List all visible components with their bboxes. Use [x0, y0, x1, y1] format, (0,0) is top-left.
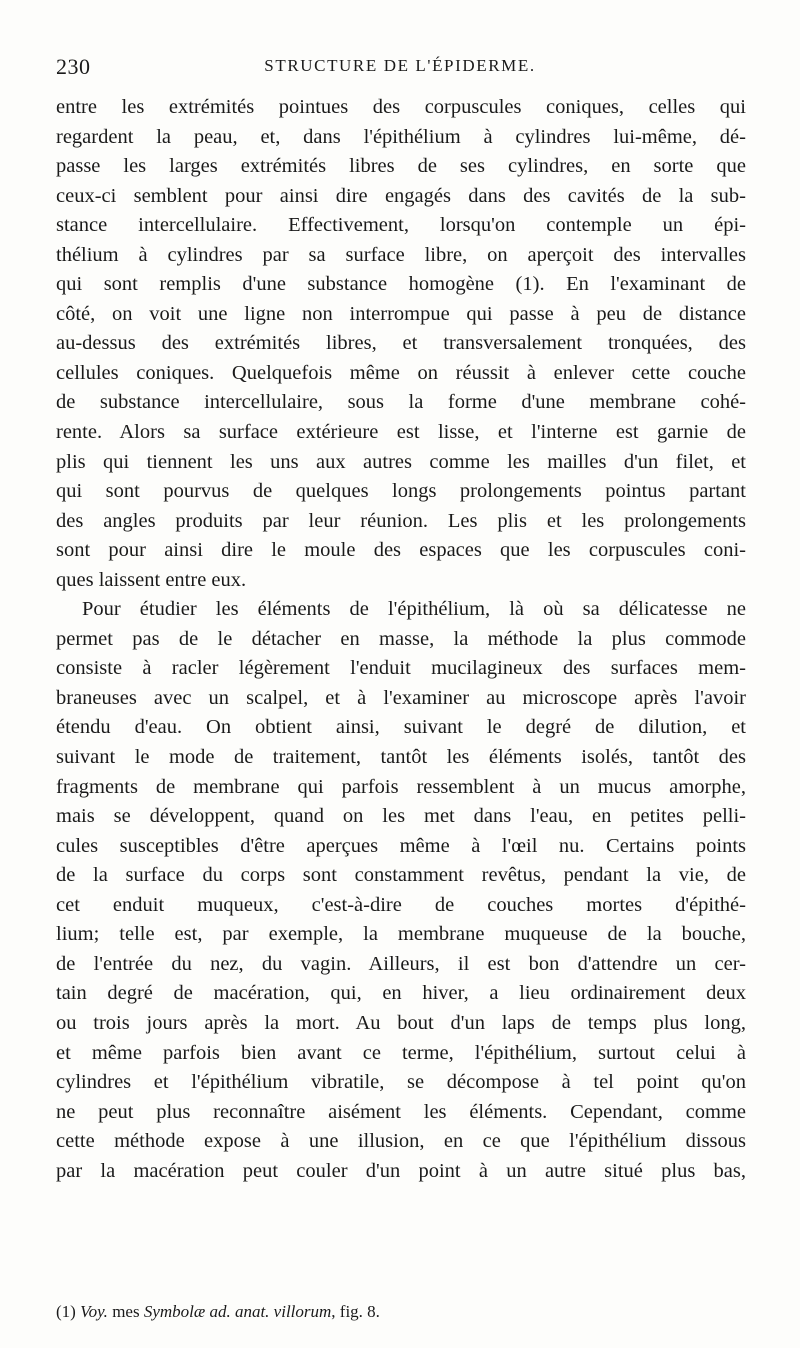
text-line: des angles produits par leur réunion. Les plis et les prolongements — [56, 509, 746, 532]
text-line: Pour étudier les éléments de l'épithélium, là où sa délicatesse ne — [82, 598, 746, 621]
text-line: cette méthode expose à une illusion, en ce que l'épithélium dissous — [56, 1130, 746, 1153]
text-line: par la macération peut couler d'un point à un autre situé plus bas, — [56, 1159, 746, 1182]
body-text — [56, 93, 746, 1186]
footnote-ref: , fig. 8. — [331, 1302, 380, 1321]
footnote-voy: Voy. — [80, 1302, 108, 1321]
text-line: thélium à cylindres par sa surface libre, on aperçoit des intervalles — [56, 243, 746, 266]
text-line: au-dessus des extrémités libres, et transversalement tronquées, des — [56, 332, 746, 355]
footnote-title: Symbolæ ad. anat. villorum — [143, 1302, 332, 1321]
text-line: rente. Alors sa surface extérieure est lisse, et l'interne est garnie de — [56, 421, 746, 444]
text-line: de la surface du corps sont constamment revêtus, pendant la vie, de — [56, 864, 746, 887]
text-line: regardent la peau, et, dans l'épithélium à cylindres lui-même, dé- — [56, 125, 746, 148]
text-line: permet pas de le détacher en masse, la méthode la plus commode — [56, 627, 746, 650]
text-line: fragments de membrane qui parfois ressemblent à un mucus amorphe, — [56, 775, 746, 798]
text-line: et même parfois bien avant ce terme, l'épithélium, surtout celui à — [56, 1041, 746, 1064]
text-line: côté, on voit une ligne non interrompue qui passe à peu de distance — [56, 302, 746, 325]
text-line: de l'entrée du nez, du vagin. Ailleurs, il est bon d'attendre un cer- — [56, 952, 746, 975]
text-line: de substance intercellulaire, sous la forme d'une membrane cohé- — [56, 391, 746, 414]
footnote-mes: mes — [112, 1302, 140, 1321]
text-line: mais se développent, quand on les met dans l'eau, en petites pelli- — [56, 805, 746, 828]
text-line: qui sont remplis d'une substance homogène (1). En l'examinant de — [56, 273, 746, 296]
page-header — [56, 54, 744, 84]
text-line: passe les larges extrémités libres de ses cylindres, en sorte que — [56, 155, 746, 178]
text-line: cules susceptibles d'être aperçues même à l'œil nu. Certains points — [56, 834, 746, 857]
text-line: ceux-ci semblent pour ainsi dire engagés dans des cavités de la sub- — [56, 184, 746, 207]
text-line: suivant le mode de traitement, tantôt les éléments isolés, tantôt des — [56, 746, 746, 769]
footnote-marker: (1) — [56, 1302, 76, 1321]
text-line: entre les extrémités pointues des corpuscules coniques, celles qui — [56, 96, 746, 118]
text-line: cet enduit muqueux, c'est-à-dire de couches mortes d'épithé- — [56, 893, 746, 916]
text-line: étendu d'eau. On obtient ainsi, suivant le degré de dilution, et — [56, 716, 746, 739]
text-line: consiste à racler légèrement l'enduit mucilagineux des surfaces mem- — [56, 657, 746, 680]
running-head: STRUCTURE DE L'ÉPIDERME. — [264, 56, 536, 75]
text-line: tain degré de macération, qui, en hiver, a lieu ordinairement deux — [56, 982, 746, 1005]
text-line: lium; telle est, par exemple, la membrane muqueuse de la bouche, — [56, 923, 746, 946]
text-line: cylindres et l'épithélium vibratile, se décompose à tel point qu'on — [56, 1071, 746, 1094]
text-line: cellules coniques. Quelquefois même on réussit à enlever cette couche — [56, 361, 746, 384]
text-line: plis qui tiennent les uns aux autres comme les mailles d'un filet, et — [56, 450, 746, 473]
text-line: sont pour ainsi dire le moule des espaces que les corpuscules coni- — [56, 539, 746, 562]
text-line: ou trois jours après la mort. Au bout d'un laps de temps plus long, — [56, 1011, 746, 1034]
text-line: braneuses avec un scalpel, et à l'examiner au microscope après l'avoir — [56, 686, 746, 709]
text-line: ne peut plus reconnaître aisément les éléments. Cependant, comme — [56, 1100, 746, 1123]
text-line: ques laissent entre eux. — [56, 568, 247, 591]
footnote — [56, 1302, 746, 1322]
text-line: stance intercellulaire. Effectivement, lorsqu'on contemple un épi- — [56, 214, 746, 237]
text-line: qui sont pourvus de quelques longs prolongements pointus partant — [56, 480, 746, 503]
page-number: 230 — [56, 54, 91, 79]
